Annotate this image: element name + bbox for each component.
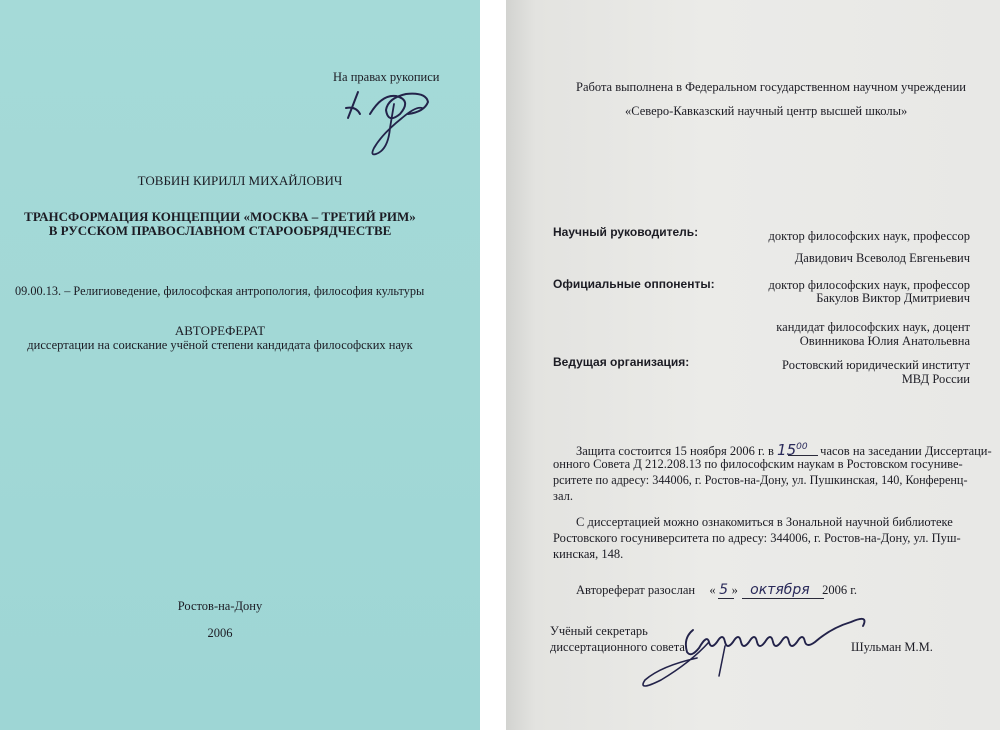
mailed-close-quote: » xyxy=(731,583,738,597)
mailed-line xyxy=(576,583,857,597)
hour-underline xyxy=(788,455,818,456)
defense-minutes: 00 xyxy=(796,442,808,452)
year: 2006 xyxy=(207,626,233,640)
defense-start: Защита состоится 15 ноября 2006 г. в xyxy=(576,444,774,458)
cover-page xyxy=(0,0,480,730)
rights-note: На правах рукописи xyxy=(333,70,440,84)
mailed-year: 2006 г. xyxy=(822,583,858,597)
title-line-2: В РУССКОМ ПРАВОСЛАВНОМ СТАРООБРЯДЧЕСТВЕ xyxy=(48,223,392,238)
mailed-month: октября xyxy=(750,582,810,598)
advisor-label: Научный руководитель: xyxy=(553,225,699,239)
library-line-3: кинская, 148. xyxy=(553,547,624,561)
defense-line-4: зал. xyxy=(553,489,573,503)
author-name: ТОВБИН КИРИЛЛ МИХАЙЛОВИЧ xyxy=(137,173,343,188)
opponent-1-degree: доктор философских наук, профессор xyxy=(768,278,970,292)
advisor-name: Давидович Всеволод Евгеньевич xyxy=(794,251,970,265)
defense-line-3: рситете по адресу: 344006, г. Ростов-на-Дону, ул. Пушкинская, 140, Конференц- xyxy=(553,473,968,487)
mailed-day: 5 xyxy=(719,582,729,598)
mailed-prefix: Автореферат разослан xyxy=(576,583,696,597)
advisor-degree: доктор философских наук, профессор xyxy=(768,229,970,243)
defense-line-1-rest: часов на заседании Диссертаци- xyxy=(820,444,992,458)
specialty-code: 09.00.13. – Религиоведение, философская антропология, философия культуры xyxy=(15,284,425,298)
institution-line-1: Работа выполнена в Федеральном государственном научном учреждении xyxy=(576,80,966,94)
secretary-signature xyxy=(621,598,881,693)
opponent-2-degree: кандидат философских наук, доцент xyxy=(776,320,970,334)
info-page xyxy=(506,0,1000,730)
library-line-2: Ростовского госуниверситета по адресу: 344006, г. Ростов-на-Дону, ул. Пуш- xyxy=(553,531,961,545)
secretary-line-2: диссертационного совета xyxy=(550,640,685,654)
opponents-label: Официальные оппоненты: xyxy=(553,277,715,291)
library-line-1: С диссертацией можно ознакомиться в Зональной научной библиотеке xyxy=(576,515,953,529)
defense-hour: 15 xyxy=(777,441,797,459)
secretary-line-1: Учёный секретарь xyxy=(550,624,648,638)
mailed-open-quote: « xyxy=(709,583,716,597)
opponent-2-name: Овинникова Юлия Анатольевна xyxy=(799,334,970,348)
doc-purpose: диссертации на соискание учёной степени кандидата философских наук xyxy=(27,338,413,352)
secretary-name: Шульман М.М. xyxy=(851,640,933,654)
defense-line-2: онного Совета Д 212.208.13 по философским наукам в Ростовском госуниве- xyxy=(553,457,963,471)
doc-type: АВТОРЕФЕРАТ xyxy=(174,323,266,338)
defense-line-1 xyxy=(576,440,992,458)
lead-org-label: Ведущая организация: xyxy=(553,355,690,369)
lead-org-line-1: Ростовский юридический институт xyxy=(782,358,970,372)
lead-org-line-2: МВД России xyxy=(901,372,970,386)
author-signature xyxy=(330,84,450,166)
opponent-1-name: Бакулов Виктор Дмитриевич xyxy=(816,291,970,305)
title-line-1: ТРАНСФОРМАЦИЯ КОНЦЕПЦИИ «МОСКВА – ТРЕТИЙ РИМ» xyxy=(24,209,416,224)
institution-line-2: «Северо-Кавказский научный центр высшей школы» xyxy=(625,104,908,118)
city: Ростов-на-Дону xyxy=(177,599,263,613)
